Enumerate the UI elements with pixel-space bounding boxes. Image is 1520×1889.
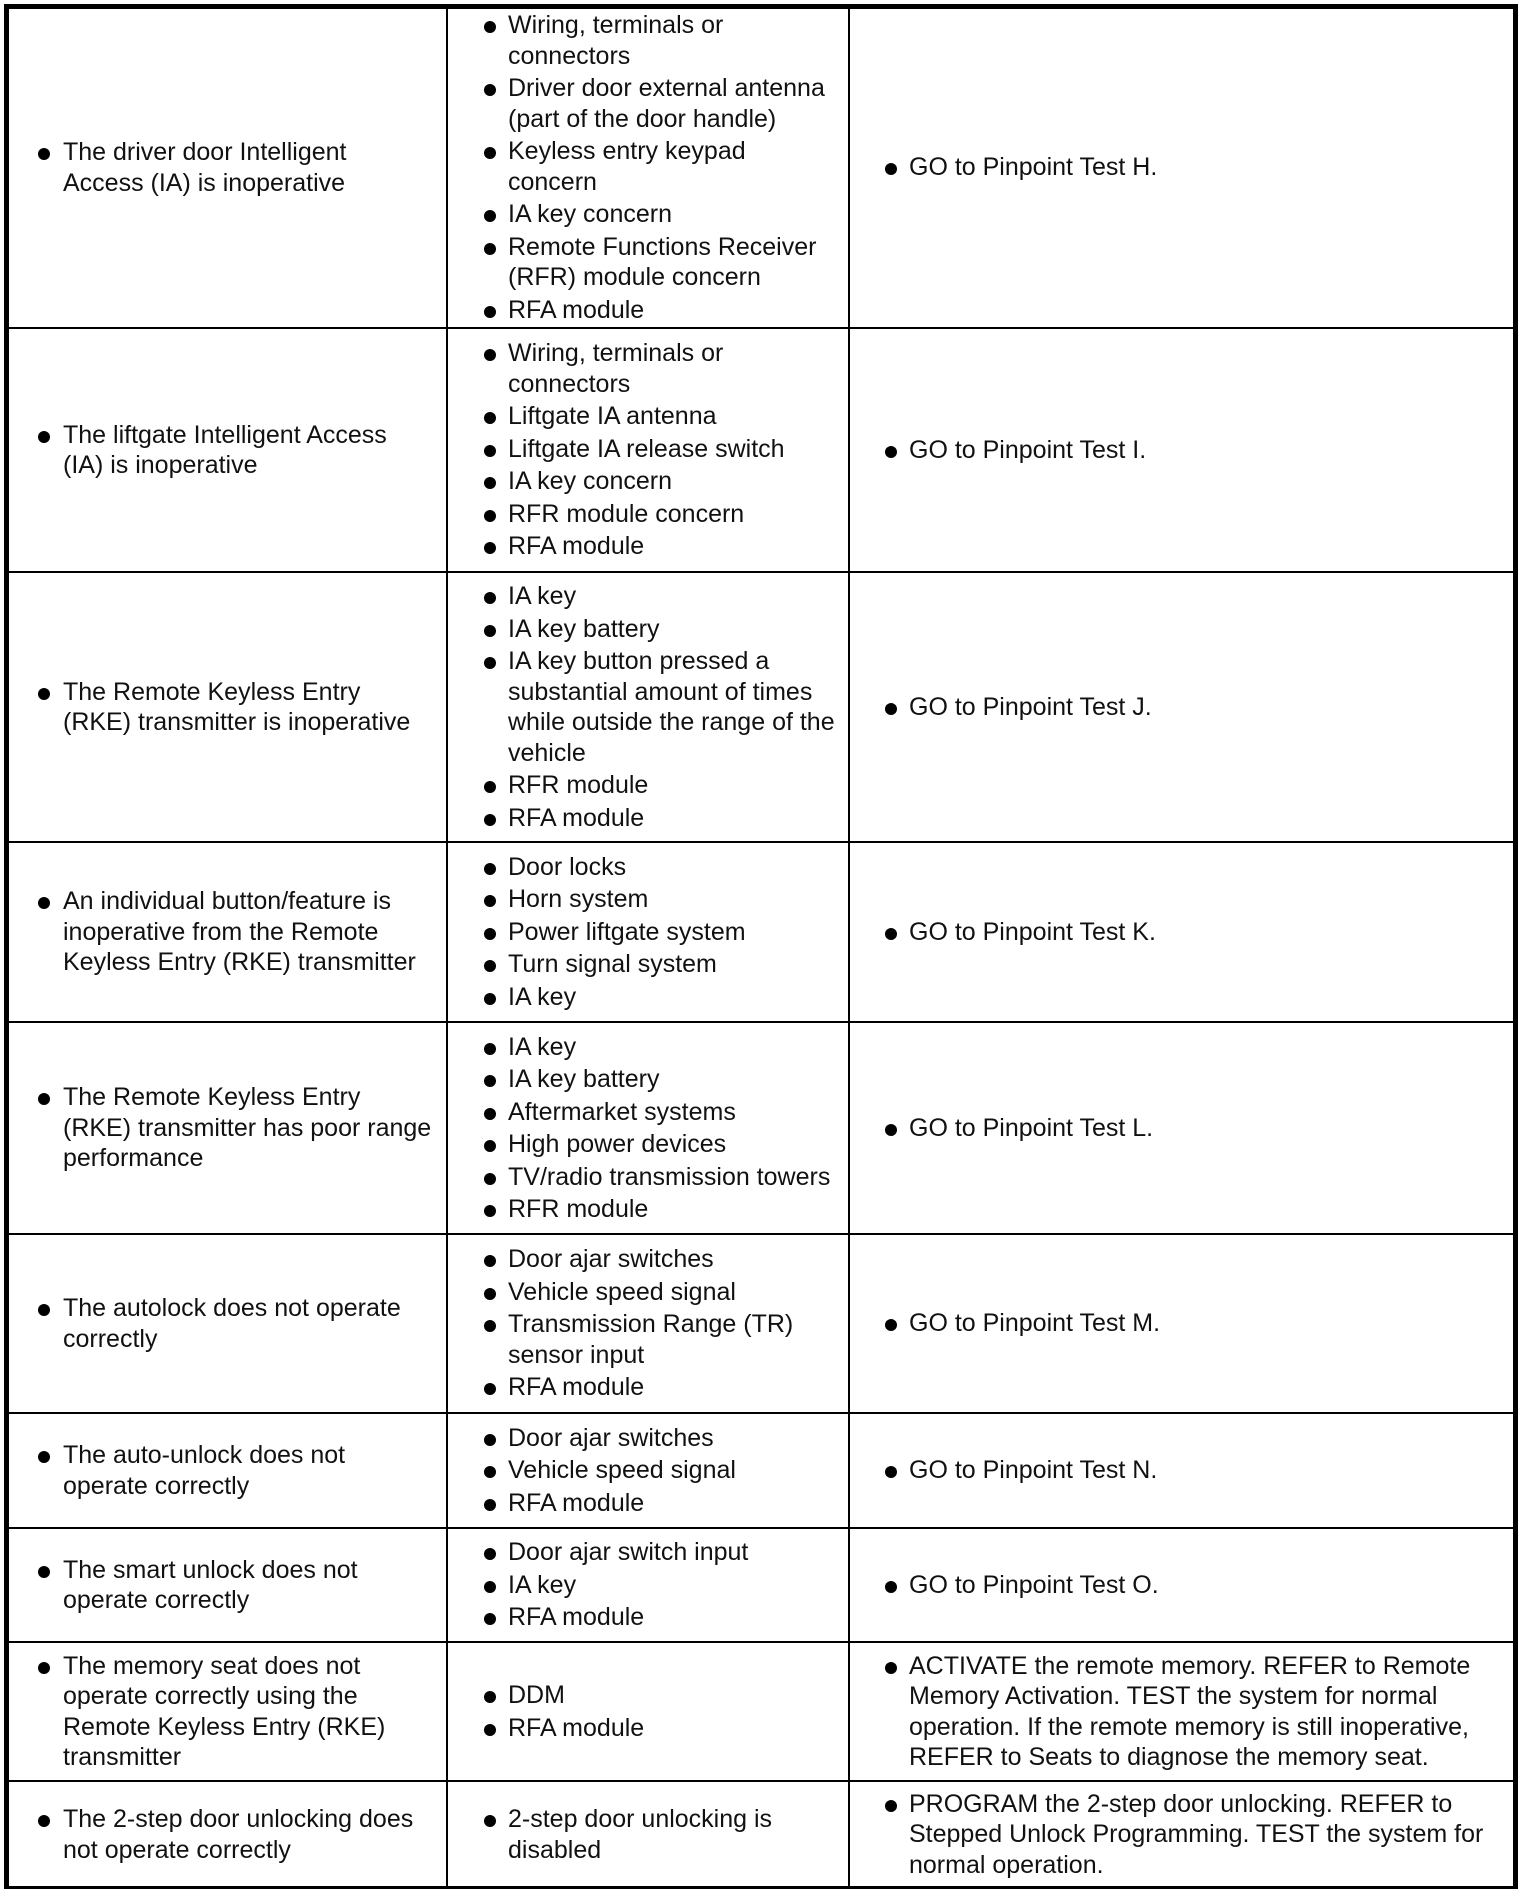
possible-source-cell xyxy=(447,1413,849,1528)
list-item xyxy=(456,73,840,134)
bullet-icon xyxy=(484,1581,496,1593)
text-line: RFA module xyxy=(508,532,645,561)
bullet-icon xyxy=(885,1319,897,1331)
text-line: Power liftgate system xyxy=(508,917,746,946)
text-line: Wiring, terminals or xyxy=(508,11,724,39)
bullet-icon xyxy=(484,863,496,875)
bullet-list xyxy=(16,886,438,978)
bullet-list xyxy=(456,338,840,562)
text-line: Turn signal system xyxy=(508,950,717,979)
bullet-icon xyxy=(484,1288,496,1300)
text-line: while outside the range of the xyxy=(508,708,835,736)
bullet-icon xyxy=(484,895,496,907)
bullet-icon xyxy=(484,1613,496,1625)
bullet-icon xyxy=(38,1815,50,1827)
table-row xyxy=(7,1642,1515,1781)
bullet-icon xyxy=(484,781,496,793)
list-item xyxy=(456,982,840,1013)
bullet-icon xyxy=(484,1320,496,1332)
text-line: Driver door external antenna xyxy=(508,74,825,102)
text-line: (RFR) module concern xyxy=(508,263,761,291)
list-item xyxy=(456,581,840,612)
bullet-list xyxy=(16,1555,438,1616)
bullet-list xyxy=(16,677,438,738)
text-line: Keyless Entry (RKE) transmitter xyxy=(63,948,416,977)
bullet-icon xyxy=(38,897,50,909)
condition-cell xyxy=(7,1022,447,1234)
text-line: vehicle xyxy=(508,738,586,767)
possible-source-cell xyxy=(447,1781,849,1888)
list-item xyxy=(16,137,438,198)
list-item xyxy=(456,1194,840,1225)
list-item xyxy=(456,1162,840,1193)
condition-cell xyxy=(7,1234,447,1413)
bullet-icon xyxy=(484,928,496,940)
bullet-icon xyxy=(885,1800,897,1812)
table-row xyxy=(7,1234,1515,1413)
bullet-icon xyxy=(38,688,50,700)
list-item xyxy=(456,1537,840,1568)
bullet-list xyxy=(16,1293,438,1354)
text-line: ACTIVATE the remote memory. REFER to Remote xyxy=(909,1651,1471,1680)
text-line: operation. If the remote memory is still inoperative, xyxy=(909,1712,1469,1741)
text-line: An individual button/feature is xyxy=(63,887,391,916)
bullet-icon xyxy=(885,1466,897,1478)
text-line: not operate correctly xyxy=(63,1835,291,1864)
list-item xyxy=(456,1244,840,1275)
list-item xyxy=(456,434,840,465)
list-item xyxy=(456,466,840,497)
text-line: REFER to Seats to diagnose the memory seat. xyxy=(909,1743,1429,1771)
bullet-list xyxy=(858,435,1506,466)
text-line: TV/radio transmission towers xyxy=(508,1162,831,1191)
condition-cell xyxy=(7,572,447,842)
list-item xyxy=(858,917,1506,948)
list-item xyxy=(456,884,840,915)
list-item xyxy=(16,1082,438,1174)
text-line: correctly xyxy=(63,1324,158,1353)
text-line: Door ajar switches xyxy=(508,1423,714,1452)
bullet-icon xyxy=(484,147,496,159)
list-item xyxy=(16,677,438,738)
bullet-icon xyxy=(484,477,496,489)
list-item xyxy=(16,1440,438,1501)
bullet-list xyxy=(456,1537,840,1633)
bullet-icon xyxy=(484,1548,496,1560)
bullet-icon xyxy=(885,446,897,458)
bullet-list xyxy=(858,1570,1506,1601)
text-line: IA key concern xyxy=(508,200,672,228)
possible-source-cell xyxy=(447,1528,849,1642)
list-item xyxy=(456,1129,840,1160)
text-line: operate correctly xyxy=(63,1586,250,1614)
bullet-list xyxy=(858,1308,1506,1339)
list-item xyxy=(456,10,840,71)
list-item xyxy=(456,1713,840,1744)
list-item xyxy=(456,499,840,530)
list-item xyxy=(858,1455,1506,1486)
bullet-icon xyxy=(885,928,897,940)
possible-source-cell xyxy=(447,1234,849,1413)
text-line: operate correctly using the xyxy=(63,1682,358,1710)
action-cell xyxy=(849,328,1515,572)
text-line: connectors xyxy=(508,41,631,70)
condition-cell xyxy=(7,1781,447,1888)
bullet-icon xyxy=(484,1173,496,1185)
bullet-list xyxy=(456,1680,840,1743)
possible-source-cell xyxy=(447,572,849,842)
text-line: (RKE) transmitter has poor range xyxy=(63,1113,432,1142)
text-line: Memory Activation. TEST the system for normal xyxy=(909,1682,1438,1710)
text-line: (part of the door handle) xyxy=(508,104,777,133)
text-line: Liftgate IA antenna xyxy=(508,402,717,431)
list-item xyxy=(456,1097,840,1128)
bullet-icon xyxy=(484,1691,496,1703)
text-line: IA key xyxy=(508,1570,577,1599)
text-line: IA key xyxy=(508,1032,577,1061)
possible-source-cell xyxy=(447,842,849,1022)
bullet-icon xyxy=(484,1434,496,1446)
bullet-icon xyxy=(484,542,496,554)
text-line: RFA module xyxy=(508,1603,645,1632)
text-line: Access (IA) is inoperative xyxy=(63,168,346,197)
list-item xyxy=(456,401,840,432)
possible-source-cell xyxy=(447,1022,849,1234)
text-line: IA key xyxy=(508,582,577,610)
text-line: The autolock does not operate xyxy=(63,1294,401,1322)
text-line: RFA module xyxy=(508,1488,645,1517)
bullet-icon xyxy=(484,1815,496,1827)
bullet-list xyxy=(858,917,1506,948)
text-line: substantial amount of times xyxy=(508,677,813,706)
text-line: RFA module xyxy=(508,1713,645,1742)
table-row xyxy=(7,842,1515,1022)
bullet-icon xyxy=(484,510,496,522)
condition-cell xyxy=(7,1413,447,1528)
text-line: Aftermarket systems xyxy=(508,1097,736,1126)
list-item xyxy=(16,886,438,978)
list-item xyxy=(456,295,840,326)
list-item xyxy=(456,1804,840,1865)
action-cell xyxy=(849,1781,1515,1888)
text-line: RFR module xyxy=(508,771,649,799)
text-line: RFR module xyxy=(508,1195,649,1223)
bullet-icon xyxy=(484,445,496,457)
text-line: The memory seat does not xyxy=(63,1651,361,1680)
bullet-list xyxy=(858,692,1506,723)
list-item xyxy=(858,692,1506,723)
list-item xyxy=(16,1804,438,1865)
list-item xyxy=(456,1488,840,1519)
bullet-icon xyxy=(885,1124,897,1136)
bullet-list xyxy=(456,1423,840,1519)
text-line: DDM xyxy=(508,1681,565,1709)
list-item xyxy=(858,1570,1506,1601)
table-row xyxy=(7,1781,1515,1888)
text-line: The driver door Intelligent xyxy=(63,138,347,166)
bullet-list xyxy=(456,10,840,325)
list-item xyxy=(858,435,1506,466)
text-line: Door locks xyxy=(508,852,627,881)
text-line: sensor input xyxy=(508,1340,645,1369)
text-line: Liftgate IA release switch xyxy=(508,434,785,463)
text-line: (RKE) transmitter is inoperative xyxy=(63,708,411,736)
text-line: The Remote Keyless Entry xyxy=(63,1083,361,1112)
list-item xyxy=(456,232,840,293)
bullet-icon xyxy=(484,1499,496,1511)
bullet-list xyxy=(858,1651,1506,1773)
bullet-icon xyxy=(484,993,496,1005)
possible-source-cell xyxy=(447,328,849,572)
bullet-icon xyxy=(484,1724,496,1736)
list-item xyxy=(16,420,438,481)
list-item xyxy=(456,646,840,768)
text-line: GO to Pinpoint Test H. xyxy=(909,153,1158,182)
list-item xyxy=(456,1680,840,1711)
bullet-icon xyxy=(484,960,496,972)
text-line: performance xyxy=(63,1144,204,1173)
text-line: The smart unlock does not xyxy=(63,1555,358,1584)
bullet-list xyxy=(456,581,840,833)
bullet-list xyxy=(456,852,840,1013)
action-cell xyxy=(849,1234,1515,1413)
text-line: IA key button pressed a xyxy=(508,647,770,675)
possible-source-cell xyxy=(447,7,849,328)
list-item xyxy=(456,949,840,980)
text-line: GO to Pinpoint Test J. xyxy=(909,692,1152,721)
table-row xyxy=(7,1413,1515,1528)
bullet-icon xyxy=(885,1581,897,1593)
list-item xyxy=(456,614,840,645)
text-line: inoperative from the Remote xyxy=(63,917,379,946)
action-cell xyxy=(849,1022,1515,1234)
bullet-list xyxy=(16,1651,438,1773)
bullet-list xyxy=(16,1440,438,1501)
bullet-list xyxy=(16,1804,438,1865)
text-line: The liftgate Intelligent Access xyxy=(63,420,387,449)
text-line: Door ajar switches xyxy=(508,1245,714,1274)
bullet-list xyxy=(858,1789,1506,1881)
text-line: Stepped Unlock Programming. TEST the system for xyxy=(909,1820,1484,1849)
list-item xyxy=(456,1064,840,1095)
list-item xyxy=(456,136,840,197)
text-line: RFA module xyxy=(508,295,645,324)
text-line: Remote Functions Receiver xyxy=(508,232,817,261)
bullet-icon xyxy=(484,306,496,318)
bullet-icon xyxy=(484,657,496,669)
list-item xyxy=(16,1651,438,1773)
bullet-list xyxy=(858,1455,1506,1486)
list-item xyxy=(456,1455,840,1486)
condition-cell xyxy=(7,7,447,328)
symptom-chart-table xyxy=(6,6,1516,1889)
text-line: Transmission Range (TR) xyxy=(508,1310,794,1339)
condition-cell xyxy=(7,842,447,1022)
condition-cell xyxy=(7,1642,447,1781)
bullet-icon xyxy=(484,592,496,604)
bullet-list xyxy=(456,1032,840,1225)
text-line: GO to Pinpoint Test O. xyxy=(909,1570,1159,1599)
text-line: IA key battery xyxy=(508,1065,660,1093)
bullet-icon xyxy=(484,1466,496,1478)
action-cell xyxy=(849,7,1515,328)
bullet-icon xyxy=(484,1205,496,1217)
text-line: transmitter xyxy=(63,1743,182,1771)
text-line: GO to Pinpoint Test K. xyxy=(909,917,1156,946)
possible-source-cell xyxy=(447,1642,849,1781)
bullet-icon xyxy=(484,349,496,361)
list-item xyxy=(456,1309,840,1370)
list-item xyxy=(456,1423,840,1454)
bullet-icon xyxy=(484,1075,496,1087)
text-line: disabled xyxy=(508,1835,602,1864)
action-cell xyxy=(849,842,1515,1022)
list-item xyxy=(456,1602,840,1633)
list-item xyxy=(858,1113,1506,1144)
bullet-icon xyxy=(885,1662,897,1674)
text-line: Keyless entry keypad concern xyxy=(508,137,746,196)
text-line: operate correctly xyxy=(63,1471,250,1500)
list-item xyxy=(16,1293,438,1354)
bullet-icon xyxy=(484,814,496,826)
text-line: RFA module xyxy=(508,1373,645,1402)
bullet-icon xyxy=(484,210,496,222)
text-line: PROGRAM the 2-step door unlocking. REFER to xyxy=(909,1789,1453,1818)
list-item xyxy=(456,1570,840,1601)
list-item xyxy=(858,1789,1506,1881)
bullet-list xyxy=(858,1113,1506,1144)
bullet-icon xyxy=(38,1304,50,1316)
list-item xyxy=(456,199,840,230)
bullet-icon xyxy=(38,1451,50,1463)
text-line: IA key xyxy=(508,982,577,1011)
list-item xyxy=(456,1277,840,1308)
bullet-icon xyxy=(885,163,897,175)
table-row xyxy=(7,1022,1515,1234)
bullet-icon xyxy=(38,431,50,443)
text-line: IA key battery xyxy=(508,614,660,643)
text-line: Horn system xyxy=(508,885,649,914)
text-line: GO to Pinpoint Test M. xyxy=(909,1309,1161,1338)
text-line: connectors xyxy=(508,369,631,398)
action-cell xyxy=(849,1413,1515,1528)
text-line: Wiring, terminals or xyxy=(508,339,724,368)
text-line: The auto-unlock does not xyxy=(63,1441,346,1469)
condition-cell xyxy=(7,1528,447,1642)
bullet-list xyxy=(16,420,438,481)
text-line: RFA module xyxy=(508,803,645,832)
bullet-icon xyxy=(38,1662,50,1674)
list-item xyxy=(456,1372,840,1403)
text-line: normal operation. xyxy=(909,1850,1104,1879)
bullet-list xyxy=(456,1804,840,1865)
bullet-icon xyxy=(885,703,897,715)
symptom-chart-body xyxy=(7,7,1515,1888)
bullet-icon xyxy=(484,1043,496,1055)
list-item xyxy=(858,152,1506,183)
text-line: IA key concern xyxy=(508,467,672,496)
text-line: GO to Pinpoint Test N. xyxy=(909,1456,1158,1485)
text-line: The Remote Keyless Entry xyxy=(63,677,361,706)
bullet-icon xyxy=(484,1255,496,1267)
bullet-list xyxy=(456,1244,840,1403)
text-line: Vehicle speed signal xyxy=(508,1277,736,1306)
list-item xyxy=(456,770,840,801)
text-line: Remote Keyless Entry (RKE) xyxy=(63,1712,386,1741)
action-cell xyxy=(849,1642,1515,1781)
list-item xyxy=(858,1651,1506,1773)
bullet-list xyxy=(858,152,1506,183)
bullet-icon xyxy=(484,21,496,33)
bullet-icon xyxy=(484,625,496,637)
bullet-icon xyxy=(484,243,496,255)
list-item xyxy=(456,852,840,883)
table-row xyxy=(7,328,1515,572)
table-row xyxy=(7,572,1515,842)
text-line: The 2-step door unlocking does xyxy=(63,1805,414,1833)
text-line: Vehicle speed signal xyxy=(508,1456,736,1485)
text-line: RFR module concern xyxy=(508,499,745,528)
text-line: GO to Pinpoint Test I. xyxy=(909,435,1147,464)
table-row xyxy=(7,7,1515,328)
text-line: Door ajar switch input xyxy=(508,1538,749,1567)
list-item xyxy=(16,1555,438,1616)
list-item xyxy=(456,917,840,948)
bullet-icon xyxy=(484,84,496,96)
text-line: 2-step door unlocking is xyxy=(508,1805,773,1833)
bullet-icon xyxy=(38,148,50,160)
list-item xyxy=(456,1032,840,1063)
list-item xyxy=(456,338,840,399)
bullet-icon xyxy=(484,1108,496,1120)
bullet-icon xyxy=(38,1093,50,1105)
list-item xyxy=(456,531,840,562)
bullet-icon xyxy=(484,1140,496,1152)
list-item xyxy=(858,1308,1506,1339)
condition-cell xyxy=(7,328,447,572)
action-cell xyxy=(849,572,1515,842)
table-row xyxy=(7,1528,1515,1642)
list-item xyxy=(456,803,840,834)
text-line: GO to Pinpoint Test L. xyxy=(909,1113,1154,1142)
bullet-icon xyxy=(38,1566,50,1578)
bullet-icon xyxy=(484,412,496,424)
bullet-list xyxy=(16,1082,438,1174)
text-line: (IA) is inoperative xyxy=(63,451,258,479)
bullet-list xyxy=(16,137,438,198)
action-cell xyxy=(849,1528,1515,1642)
bullet-icon xyxy=(484,1383,496,1395)
text-line: High power devices xyxy=(508,1130,727,1158)
